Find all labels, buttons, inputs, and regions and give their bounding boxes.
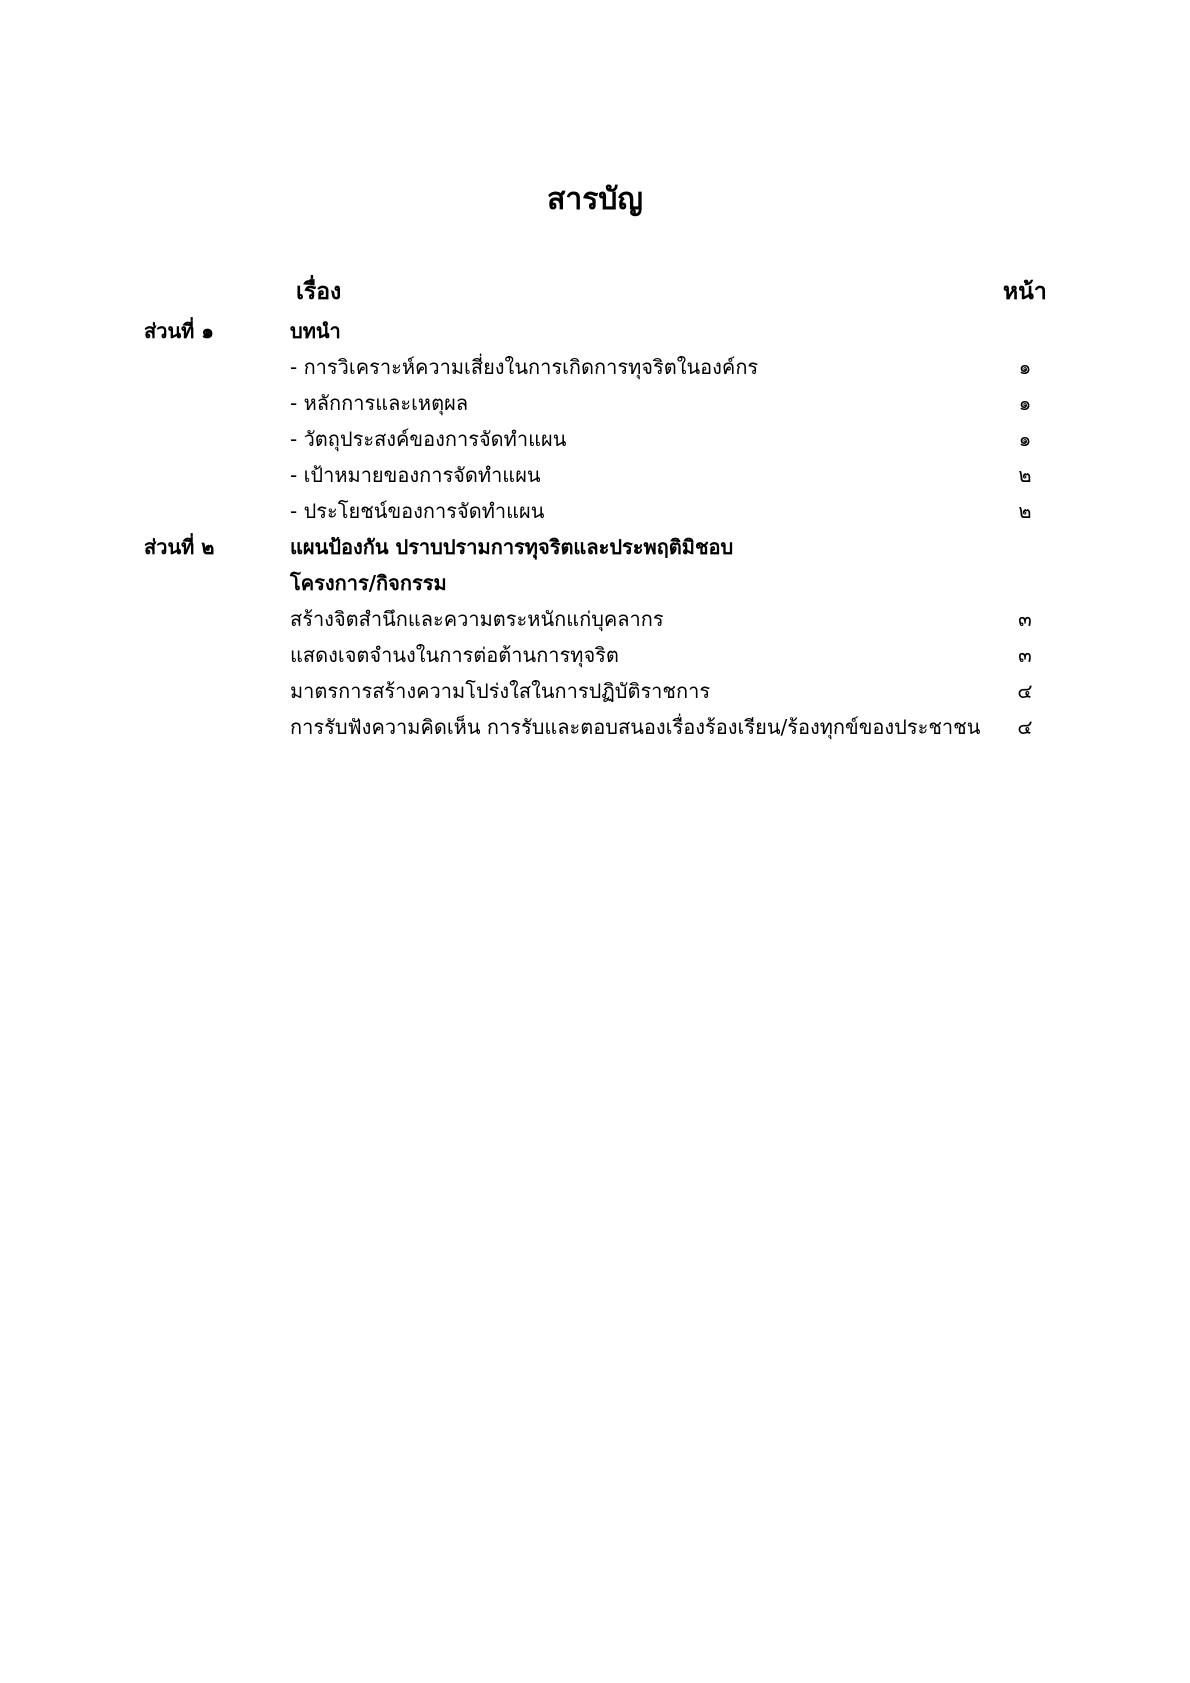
header-topic: เรื่อง — [296, 279, 342, 305]
toc-row-5-text: - ประโยชน์ของการจัดทำแผน — [290, 499, 545, 523]
toc-row-7-text: โครงการ/กิจกรรม — [290, 571, 447, 595]
toc-row-10-page: ๔ — [1017, 679, 1033, 703]
page-title: สารบัญ — [547, 182, 643, 217]
toc-row-2-text: - หลักการและเหตุผล — [290, 391, 469, 415]
toc-row-2-page: ๑ — [1018, 391, 1032, 415]
toc-row-11-text: การรับฟังความคิดเห็น การรับและตอบสนองเรื่องร้องเรียน/ร้องทุกข์ของประชาชน — [290, 715, 981, 739]
toc-row-11-page: ๔ — [1017, 715, 1033, 739]
toc-row-1-text: - การวิเคราะห์ความเสี่ยงในการเกิดการทุจริตในองค์กร — [290, 355, 759, 379]
toc-row-3-text: - วัตถุประสงค์ของการจัดทำแผน — [290, 427, 567, 451]
toc-row-0-text: บทนำ — [290, 319, 341, 343]
toc-row-5-page: ๒ — [1018, 499, 1032, 523]
toc-row-3-page: ๑ — [1018, 427, 1032, 451]
toc-row-9-page: ๓ — [1018, 643, 1032, 667]
toc-row-10-text: มาตรการสร้างความโปร่งใสในการปฏิบัติราชการ — [290, 679, 711, 703]
toc-row-4-text: - เป้าหมายของการจัดทำแผน — [290, 463, 541, 487]
toc-row-9-text: แสดงเจตจำนงในการต่อต้านการทุจริต — [290, 643, 619, 667]
toc-row-1-page: ๑ — [1018, 355, 1032, 379]
toc-row-0-part: ส่วนที่ ๑ — [144, 319, 214, 343]
toc-row-6-text: แผนป้องกัน ปราบปรามการทุจริตและประพฤติมิชอบ — [290, 535, 734, 559]
toc-row-6-part: ส่วนที่ ๒ — [144, 535, 215, 559]
header-page: หน้า — [1003, 279, 1047, 305]
toc-row-8-text: สร้างจิตสำนึกและความตระหนักแก่บุคลากร — [290, 607, 664, 631]
toc-row-4-page: ๒ — [1018, 463, 1032, 487]
toc-row-8-page: ๓ — [1018, 607, 1032, 631]
